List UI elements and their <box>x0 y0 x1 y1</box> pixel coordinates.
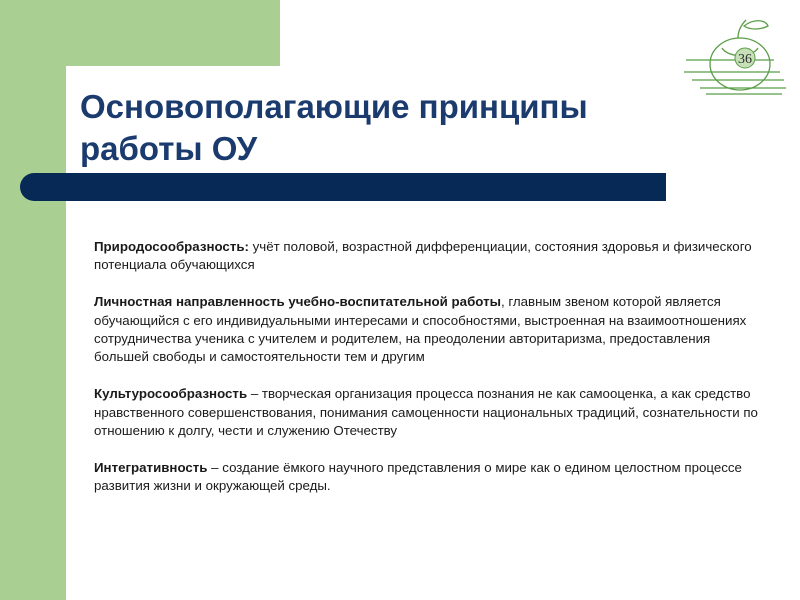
principle-cultural-conformity <box>94 385 766 440</box>
principle-natural-conformity <box>94 238 766 275</box>
green-side-band <box>0 0 66 600</box>
logo-stem <box>738 20 746 38</box>
school-36-logo <box>682 14 788 100</box>
principle-integrativity <box>94 459 766 496</box>
principle-text: – творческая организация процесса познания не как самооценка, а как средство нравственного совершенствования, понимания самоценности национальных традиций, сознательности по отношению к долгу, чести и служению Отечеству <box>94 386 758 439</box>
principle-term: Природосообразность: <box>94 239 249 254</box>
page-title-line-2: работы ОУ <box>80 130 258 167</box>
principles-list <box>94 238 766 514</box>
logo-badge-number: 36 <box>738 52 752 67</box>
principle-text: – создание ёмкого научного представления о мире как о едином целостном процессе развития жизни и окружающей среды. <box>94 459 742 494</box>
logo-leaf <box>744 21 768 29</box>
green-top-band <box>0 0 280 66</box>
page-title <box>80 86 640 170</box>
principle-text: учёт половой, возрастной дифференциации, состояния здоровья и физического потенциала обучающихся <box>94 239 752 273</box>
page-title-line-1: Основополагающие принципы <box>80 88 588 125</box>
principle-personal-orientation <box>94 293 766 367</box>
principle-term: Личностная направленность учебно-воспитательной работы <box>94 294 501 310</box>
principle-term: Интегративность <box>94 459 208 475</box>
principle-text: , главным звеном которой является обучающийся с его индивидуальными интересами и способностями, выстроенная на взаимоотношениях сотрудничества ученика с учителем и родителем, на преодолении авторитаризма, предоставления большей свободы и самостоятельности тем и другим <box>94 294 747 365</box>
title-divider-bar <box>20 173 666 201</box>
principle-term: Культуросообразность <box>94 386 248 402</box>
